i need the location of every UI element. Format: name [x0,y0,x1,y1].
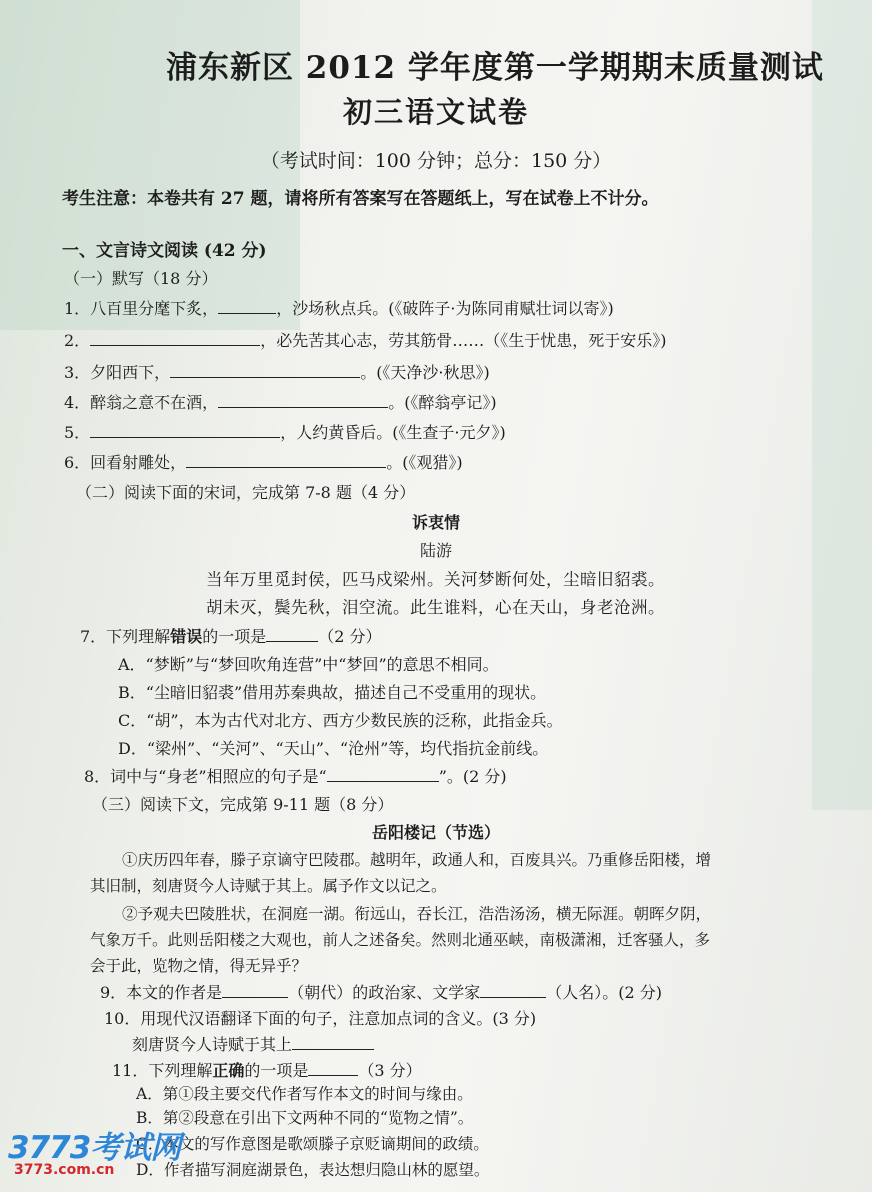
q3-pre: 3．夕阳西下， [64,363,171,382]
poem-title: 诉衷情 [411,513,460,532]
para2-line-3: 会于此，览物之情，得无异乎？ [90,957,308,975]
question-10-sentence [132,1032,374,1055]
q10-blank [292,1033,374,1050]
question-8 [84,764,507,787]
q2-blank [90,329,260,346]
q11-option-d: D．作者描写洞庭湖景色，表达想归隐山林的愿望。 [136,1161,490,1179]
q5-blank [90,421,280,438]
exam-time-info: （考试时间：100 分钟；总分：150 分） [260,150,612,172]
para1-line-1: ①庆历四年春，滕子京谪守巴陵郡。越明年，政通人和，百废具兴。乃重修岳阳楼，增 [122,851,712,869]
q5-post: ，人约黄昏后。(《生查子·元夕》) [280,423,506,442]
q5-pre: 5． [64,423,91,442]
question-2 [64,328,666,351]
q11-emphasis: 正确 [212,1061,245,1080]
watermark-url: 3773.com.cn [14,1162,115,1178]
q1-pre: 1．八百里分麾下炙， [64,299,219,318]
site-watermark [8,1122,208,1188]
q7-option-b: B．“尘暗旧貂裘”借用苏秦典故，描述自己不受重用的现状。 [118,683,547,702]
question-6 [64,450,463,473]
q3-post: 。(《天净沙·秋思》) [360,363,490,382]
q11-option-c: C．本文的写作意图是歌颂滕子京贬谪期间的政绩。 [136,1135,489,1153]
q4-pre: 4．醉翁之意不在酒， [64,393,219,412]
exam-subtitle: 初三语文试卷 [342,95,529,129]
para2-line-1: ②予观夫巴陵胜状，在洞庭一湖。衔远山，吞长江，浩浩汤汤，横无际涯。朝晖夕阴， [122,905,712,923]
q6-pre: 6．回看射雕处， [64,453,187,472]
q9-pre: 9．本文的作者是 [100,983,223,1002]
q8-blank [327,765,439,782]
q7-mid: 的一项是 [202,627,267,646]
q2-post: ，必先苦其心志，劳其筋骨……（《生于忧患，死于安乐》) [260,331,667,350]
q6-blank [186,451,386,468]
q7-post: （2 分） [318,627,382,646]
poem-line-1: 当年万里觅封侯，匹马戍梁州。关河梦断何处，尘暗旧貂裘。 [206,570,665,589]
question-9 [100,980,662,1003]
q6-post: 。(《观猎》) [386,453,463,472]
q1-blank [218,297,276,314]
q11-mid: 的一项是 [244,1061,309,1080]
question-11 [112,1058,422,1081]
watermark-brand: 3773考试网 [8,1130,181,1166]
q8-post: ”。(2 分) [438,767,507,786]
q2-pre: 2． [64,331,91,350]
poem-line-2: 胡未灭，鬓先秋，泪空流。此生谁料，心在天山，身老沧洲。 [206,598,665,617]
part3-heading: （三）阅读下文，完成第 9-11 题（8 分） [92,795,394,814]
q11-pre: 11．下列理解 [112,1061,213,1080]
part2-heading: （二）阅读下面的宋词，完成第 7-8 题（4 分） [76,483,416,502]
q3-blank [170,361,360,378]
q7-emphasis: 错误 [170,627,203,646]
q9-mid: （朝代）的政治家、文学家 [288,983,481,1002]
q4-blank [218,391,388,408]
poem-author: 陆游 [419,541,452,560]
q7-pre: 7．下列理解 [80,627,171,646]
text-title: 岳阳楼记（节选） [371,823,500,842]
q10-sentence-text: 刻唐贤今人诗赋于其上 [132,1035,293,1054]
para1-line-2: 其旧制，刻唐贤今人诗赋于其上。属予作文以记之。 [90,877,447,895]
q7-option-c: C．“胡”，本为古代对北方、西方少数民族的泛称，此指金兵。 [118,711,563,730]
question-3 [64,360,490,383]
q7-option-d: D．“梁州”、“关河”、“天山”、“沧州”等，均代指抗金前线。 [118,739,549,758]
question-4 [64,390,497,413]
part1-heading: （一）默写（18 分） [64,269,218,288]
q11-post: （3 分） [358,1061,422,1080]
q7-blank [266,625,318,642]
q8-pre: 8．词中与“身老”相照应的句子是“ [84,767,327,786]
para2-line-2: 气象万千。此则岳阳楼之大观也，前人之述备矣。然则北通巫峡，南极潇湘，迁客骚人，多 [90,931,711,949]
q1-post: ，沙场秋点兵。(《破阵子·为陈同甫赋壮词以寄》) [276,299,614,318]
question-1 [64,296,614,319]
exam-title: 浦东新区 2012 学年度第一学期期末质量测试 [166,50,824,86]
q11-option-a: A．第①段主要交代作者写作本文的时间与缘由。 [136,1085,473,1103]
question-10: 10．用现代汉语翻译下面的句子，注意加点词的含义。(3 分) [104,1009,537,1028]
q9-blank-name [480,981,546,998]
q9-post: （人名）。(2 分) [546,983,662,1002]
q7-option-a: A．“梦断”与“梦回吹角连营”中“梦回”的意思不相同。 [118,655,499,674]
q9-blank-dynasty [222,981,288,998]
question-5 [64,420,506,443]
section1-heading: 一、文言诗文阅读 (42 分) [62,241,267,261]
exam-notice: 考生注意：本卷共有 27 题，请将所有答案写在答题纸上，写在试卷上不计分。 [62,189,659,209]
q11-blank [308,1059,358,1076]
q4-post: 。(《醉翁亭记》) [388,393,497,412]
question-7 [80,624,382,647]
q11-option-b: B．第②段意在引出下文两种不同的“览物之情”。 [136,1109,474,1127]
